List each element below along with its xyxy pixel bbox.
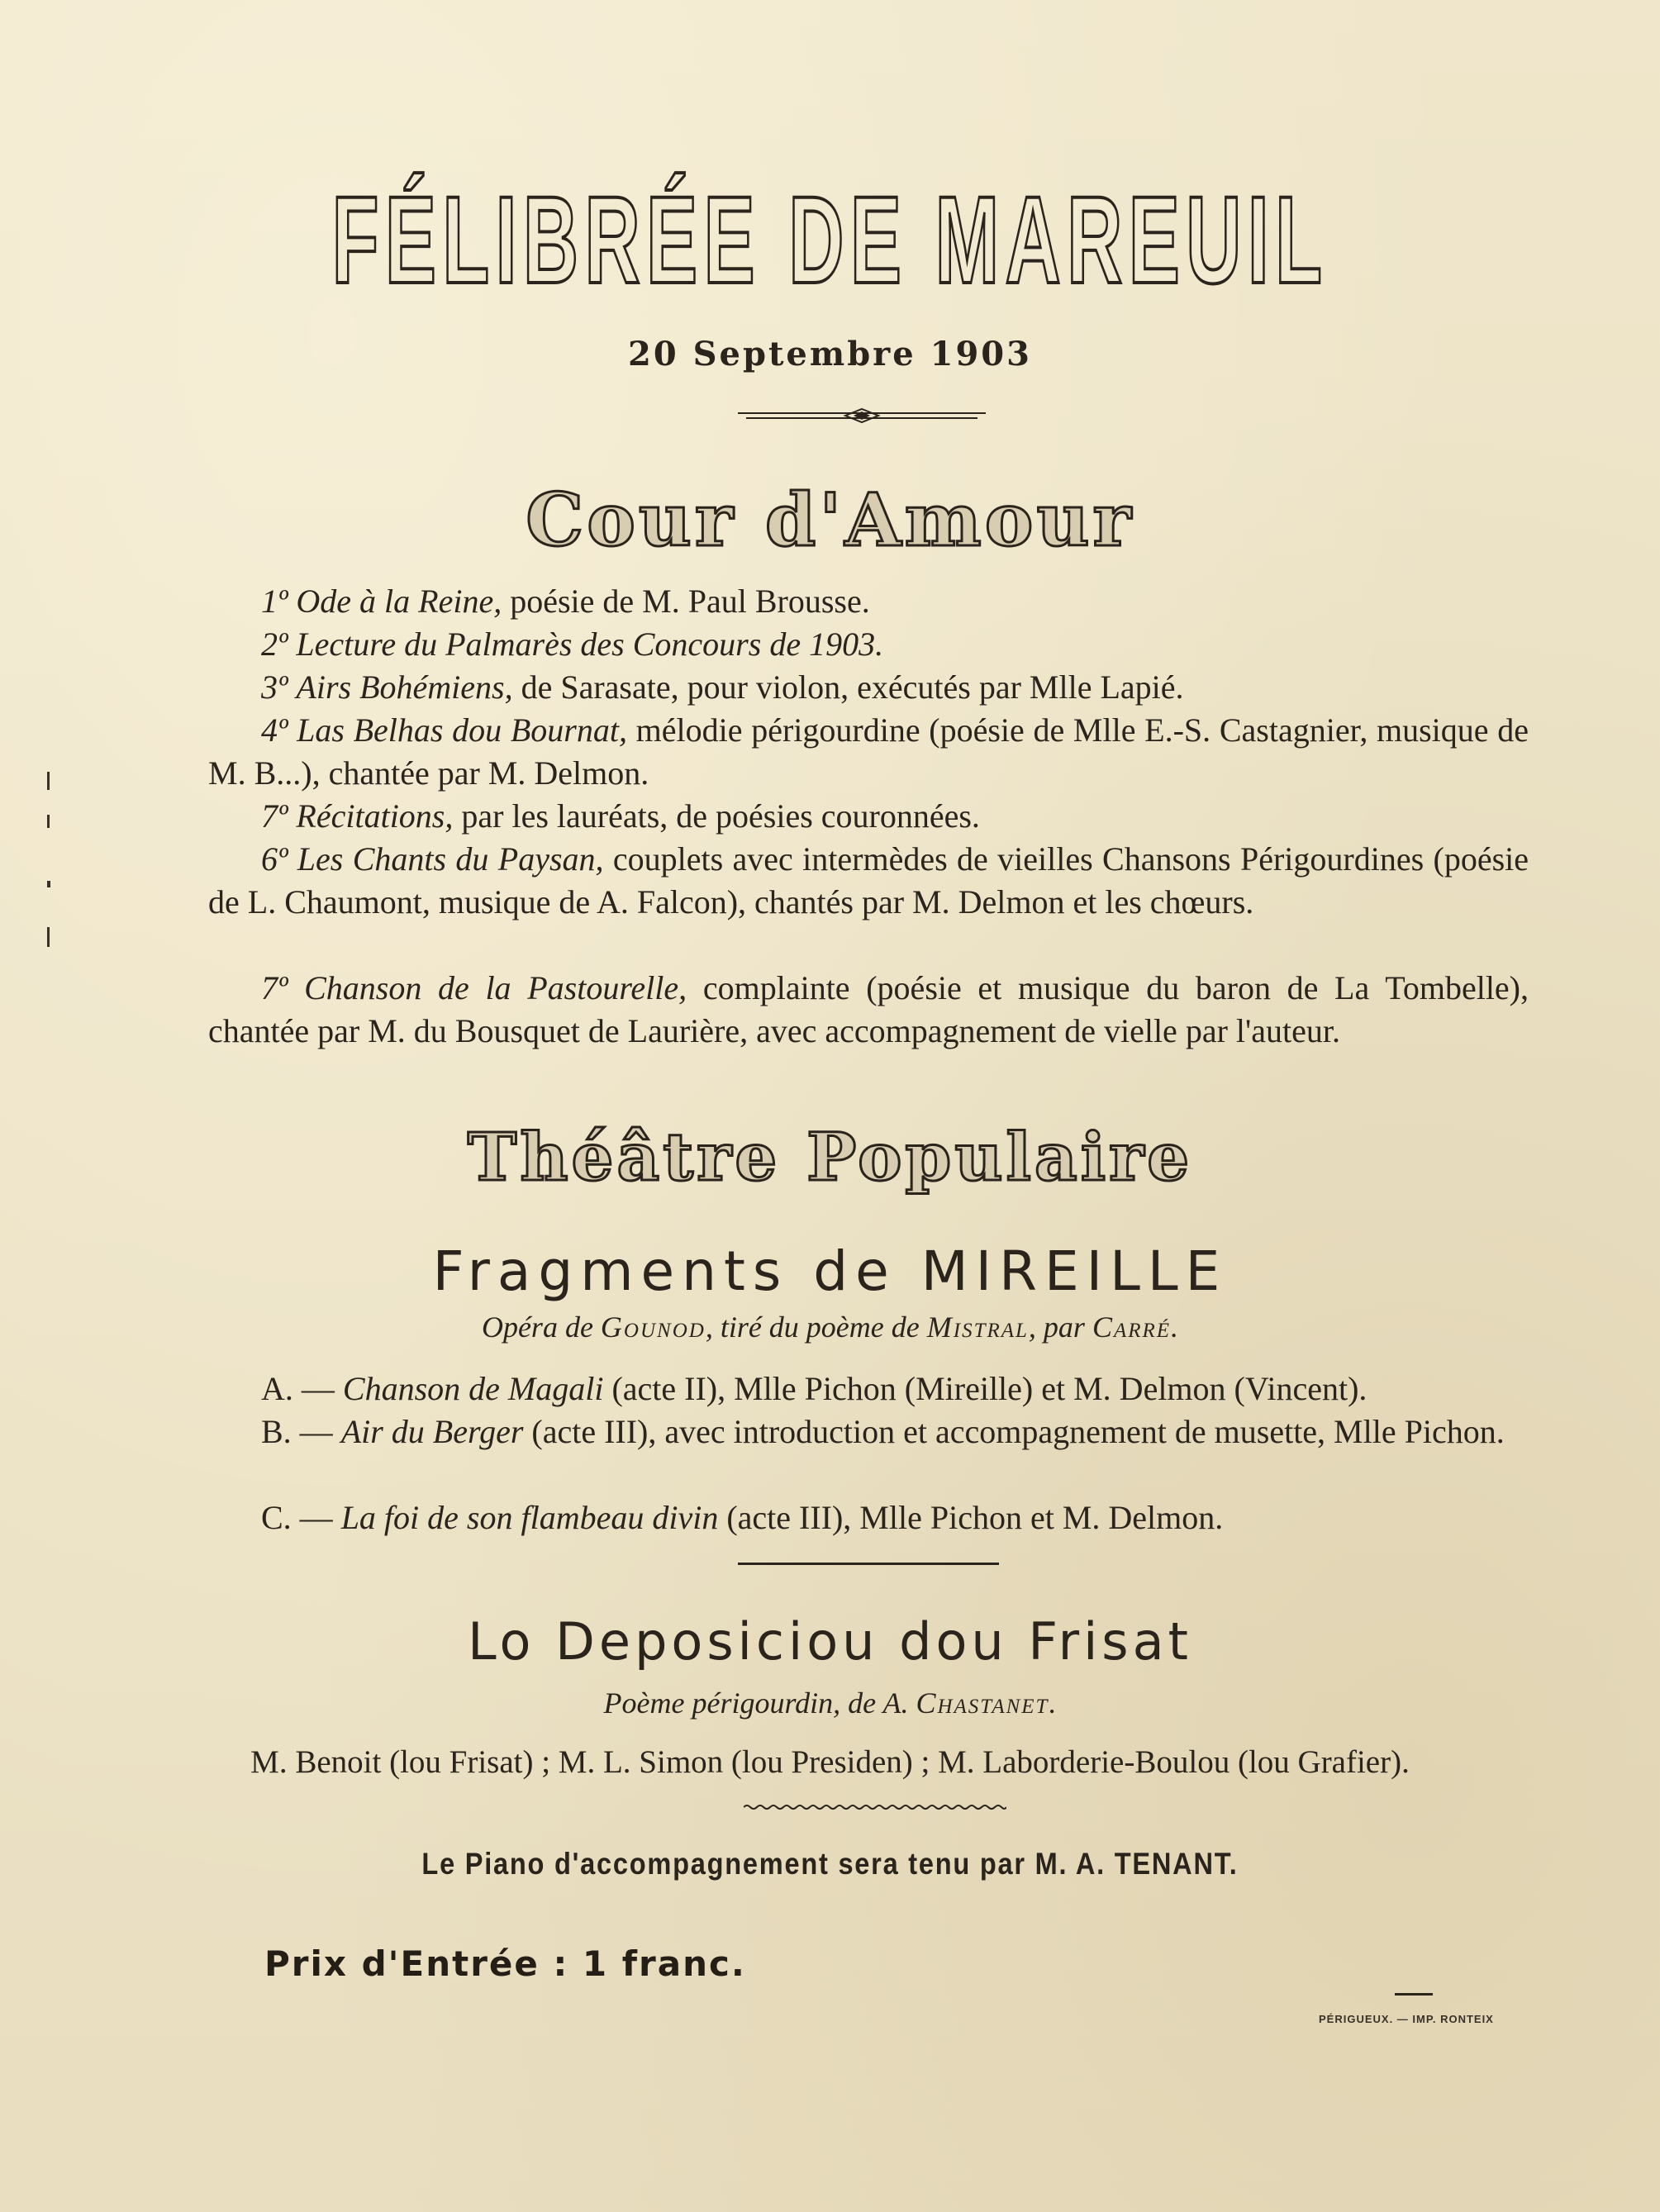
margin-marks-icon: [43, 768, 55, 959]
deposiciou-cast: M. Benoit (lou Frisat) ; M. L. Simon (lou Presiden) ; M. Laborderie-Boulou (lou Grafier).: [250, 1744, 1410, 1780]
list-item: 7º Chanson de la Pastourelle, complainte (poésie et musique du baron de La Tombelle), chantée par M. du Bousquet de Laurière, avec accompagnement de vielle par l'auteur.: [208, 969, 1529, 1049]
list-item: 4º Las Belhas dou Bournat, mélodie périgourdine (poésie de Mlle E.-S. Castagnier, musique de M. B...), chantée par M. Delmon.: [208, 711, 1529, 792]
mireille-subtitle: Opéra de Gounod, tiré du poème de Mistral, par Carré.: [481, 1311, 1179, 1344]
deposiciou-subtitle: Poème périgourdin, de A. Chastanet.: [603, 1686, 1057, 1720]
list-item: 6º Les Chants du Paysan, couplets avec intermèdes de vieilles Chansons Périgourdines (poésie de L. Chaumont, musique de A. Falcon), chantés par M. Delmon et les chœurs.: [208, 840, 1529, 920]
list-item: 3º Airs Bohémiens, de Sarasate, pour violon, exécutés par Mlle Lapié.: [261, 668, 1184, 706]
entry-price: Prix d'Entrée : 1 franc.: [264, 1943, 746, 1984]
list-item: A. — Chanson de Magali (acte II), Mlle Pichon (Mireille) et M. Delmon (Vincent).: [261, 1370, 1367, 1407]
list-item: 1º Ode à la Reine, poésie de M. Paul Brousse.: [261, 583, 870, 620]
piano-note: Le Piano d'accompagnement sera tenu par M. A. TENANT.: [421, 1847, 1239, 1881]
main-title: FÉLIBRÉE DE MAREUIL: [331, 170, 1329, 309]
list-item: 7º Récitations, par les lauréats, de poésies couronnées.: [261, 797, 980, 835]
list-item: B. — Air du Berger (acte III), avec introduction et accompagnement de musette, Mlle Pichon.: [261, 1413, 1505, 1450]
theatre-heading: Théâtre Populaire: [467, 1118, 1193, 1196]
wavy-divider-icon: [744, 1803, 1006, 1811]
printer-imprint: PÉRIGUEUX. — IMP. RONTEIX: [1319, 2013, 1494, 2025]
cour-amour-heading: Cour d'Amour: [526, 477, 1134, 563]
mireille-title: Fragments de MIREILLE: [432, 1239, 1228, 1303]
divider-rule: [738, 1563, 999, 1565]
divider-rule: [1395, 1993, 1433, 1996]
list-item: 2º Lecture du Palmarès des Concours de 1903.: [261, 626, 884, 663]
fleuron-ornament-icon: [738, 407, 986, 426]
event-date: 20 Septembre 1903: [628, 335, 1032, 373]
deposiciou-title: Lo Deposiciou dou Frisat: [468, 1611, 1192, 1672]
list-item: C. — La foi de son flambeau divin (acte III), Mlle Pichon et M. Delmon.: [261, 1499, 1224, 1536]
